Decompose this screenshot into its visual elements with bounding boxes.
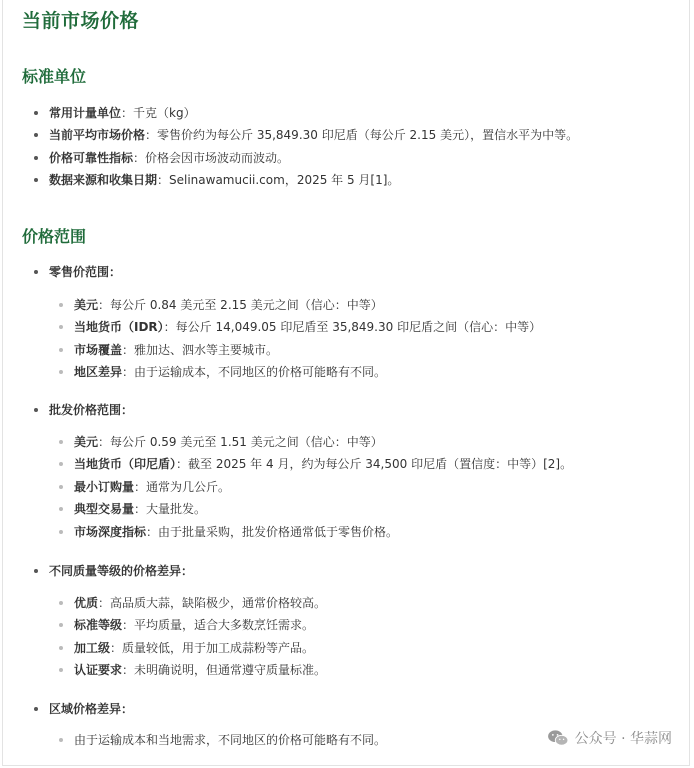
watermark-text: 公众号 · 华蒜网	[574, 731, 672, 747]
group-heading-quality: 不同质量等级的价格差异：	[49, 560, 193, 582]
regional-list	[74, 729, 386, 751]
list-item: 美元：每公斤 0.84 美元至 2.15 美元之间（信心：中等）	[74, 294, 541, 316]
page-title: 当前市场价格	[22, 10, 140, 32]
list-item: 市场深度指标：由于批量采购，批发价格通常低于零售价格。	[74, 521, 572, 543]
list-item: 认证要求：未明确说明，但通常遵守质量标准。	[74, 659, 326, 681]
watermark	[547, 728, 672, 748]
wholesale-list	[74, 431, 572, 543]
section-heading-range: 价格范围	[22, 227, 87, 246]
list-item: 最小订购量：通常为几公斤。	[74, 476, 572, 498]
list-item: 当前平均市场价格：零售价约为每公斤 35,849.30 印尼盾（每公斤 2.15 美元），置信水平为中等。	[49, 124, 578, 146]
list-item: 地区差异：由于运输成本，不同地区的价格可能略有不同。	[74, 361, 541, 383]
list-item: 标准等级：平均质量，适合大多数烹饪需求。	[74, 614, 326, 636]
list-item: 价格可靠性指标：价格会因市场波动而波动。	[49, 147, 578, 169]
list-item: 当地货币（IDR）：每公斤 14,049.05 印尼盾至 35,849.30 印尼盾之间（信心：中等）	[74, 316, 541, 338]
list-item: 美元：每公斤 0.59 美元至 1.51 美元之间（信心：中等）	[74, 431, 572, 453]
wechat-icon	[547, 729, 569, 747]
list-item: 数据来源和收集日期：Selinawamucii.com，2025 年 5 月[1]。	[49, 169, 578, 191]
list-item: 市场覆盖：雅加达、泗水等主要城市。	[74, 339, 541, 361]
section-heading-standard: 标准单位	[22, 67, 87, 86]
group-heading-regional: 区域价格差异：	[49, 698, 133, 720]
list-item: 由于运输成本和当地需求，不同地区的价格可能略有不同。	[74, 729, 386, 751]
list-item: 常用计量单位：千克（kg）	[49, 102, 578, 124]
list-item: 当地货币（印尼盾）：截至 2025 年 4 月，约为每公斤 34,500 印尼盾（置信度：中等）[2]。	[74, 453, 572, 475]
list-item: 典型交易量：大量批发。	[74, 498, 572, 520]
group-heading-retail: 零售价范围：	[49, 261, 121, 283]
list-item: 加工级：质量较低，用于加工成蒜粉等产品。	[74, 637, 326, 659]
list-item: 优质：高品质大蒜，缺陷极少，通常价格较高。	[74, 592, 326, 614]
quality-list	[74, 592, 326, 682]
standard-list	[49, 102, 578, 192]
group-heading-wholesale: 批发价格范围：	[49, 399, 133, 421]
document-page	[2, 0, 690, 766]
retail-list	[74, 294, 541, 384]
